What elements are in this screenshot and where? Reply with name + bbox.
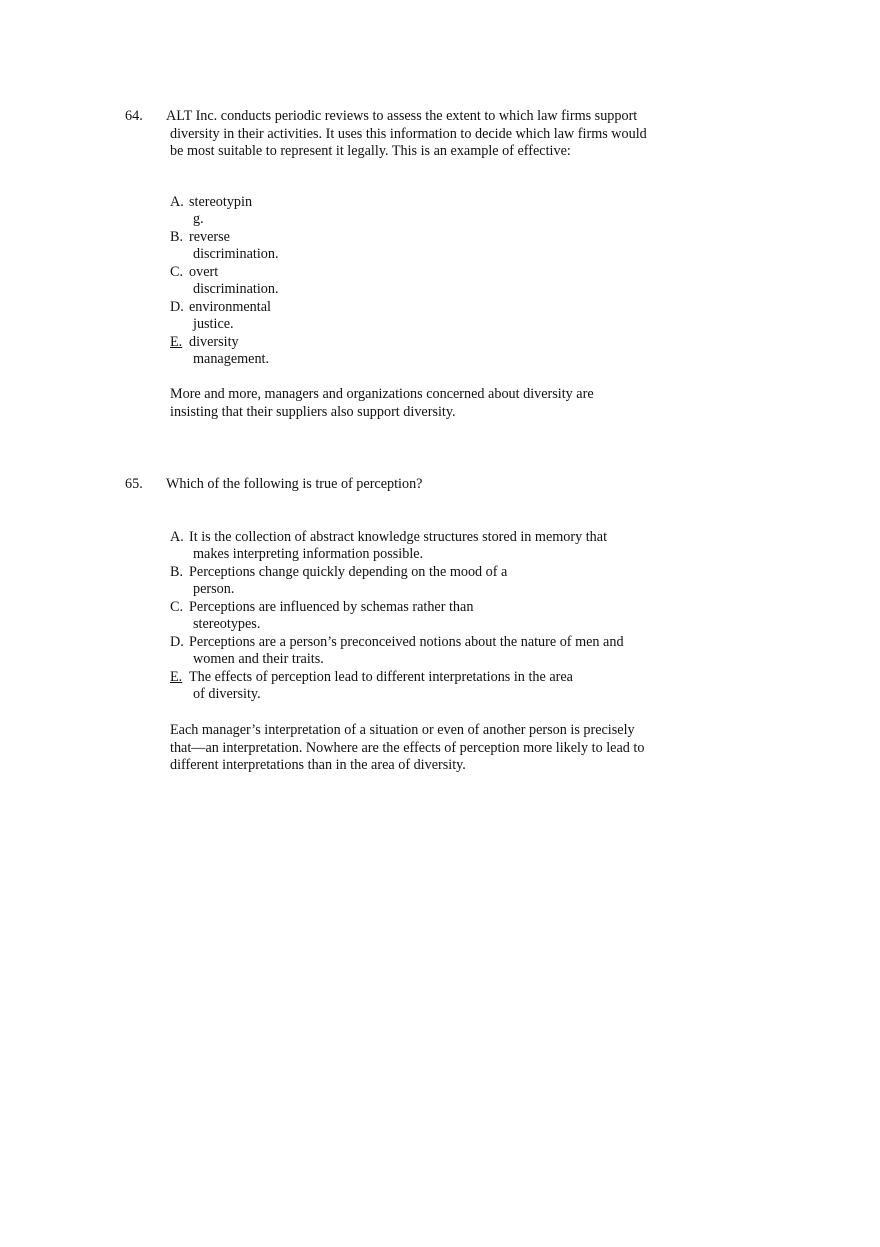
explanation-line: More and more, managers and organizations concerned about diversity are — [170, 386, 594, 402]
question-number: 65. — [125, 476, 143, 492]
option-text: diversity — [189, 334, 239, 350]
answer-option-c — [170, 599, 624, 633]
answer-option-e — [170, 669, 624, 703]
option-letter: B. — [170, 229, 184, 245]
option-letter-correct: E. — [170, 334, 183, 350]
explanation-line: different interpretations than in the area of diversity. — [170, 757, 466, 773]
answer-option-d — [170, 634, 624, 668]
option-text: stereotypes. — [193, 616, 261, 632]
answer-option-e — [170, 334, 279, 368]
option-text: person. — [193, 581, 235, 597]
option-text: of diversity. — [193, 686, 261, 702]
answer-explanation — [170, 722, 690, 775]
answer-options — [170, 529, 624, 704]
explanation-line: Each manager’s interpretation of a situation or even of another person is precisely — [170, 722, 635, 738]
option-letter: C. — [170, 599, 184, 615]
option-text: reverse — [189, 229, 230, 245]
option-text: It is the collection of abstract knowledge structures stored in memory that — [189, 529, 608, 545]
answer-option-a — [170, 194, 279, 228]
answer-option-b — [170, 229, 279, 263]
option-text: women and their traits. — [193, 651, 324, 667]
answer-option-d — [170, 299, 279, 333]
question-stem — [125, 108, 685, 161]
answer-option-a — [170, 529, 624, 563]
question-line: ALT Inc. conducts periodic reviews to assess the extent to which law firms support — [166, 108, 638, 124]
option-letter: D. — [170, 299, 184, 315]
question-line: be most suitable to represent it legally. This is an example of effective: — [170, 143, 571, 159]
answer-explanation — [170, 386, 690, 421]
answer-option-c — [170, 264, 279, 298]
option-text: The effects of perception lead to different interpretations in the area — [189, 669, 573, 685]
question-stem — [125, 476, 685, 494]
answer-options — [170, 194, 279, 369]
option-letter: A. — [170, 194, 184, 210]
option-text: environmental — [189, 299, 271, 315]
option-letter: B. — [170, 564, 184, 580]
question-number: 64. — [125, 108, 143, 124]
option-text: Perceptions are a person’s preconceived notions about the nature of men and — [189, 634, 624, 650]
option-text: management. — [193, 351, 270, 367]
explanation-line: insisting that their suppliers also support diversity. — [170, 403, 456, 420]
question-text — [125, 476, 685, 494]
option-text: stereotypin — [189, 194, 253, 210]
option-text: discrimination. — [193, 246, 279, 262]
option-letter-correct: E. — [170, 669, 183, 685]
option-letter: A. — [170, 529, 184, 545]
option-letter: C. — [170, 264, 184, 280]
option-text: makes interpreting information possible. — [193, 546, 424, 562]
question-line: Which of the following is true of perception? — [166, 476, 423, 492]
option-text: justice. — [193, 316, 234, 332]
option-letter: D. — [170, 634, 184, 650]
answer-option-b — [170, 564, 624, 598]
question-text — [125, 108, 685, 161]
option-text: Perceptions are influenced by schemas rather than — [189, 599, 474, 615]
option-text: Perceptions change quickly depending on the mood of a — [189, 564, 508, 580]
question-line: diversity in their activities. It uses this information to decide which law firms would — [170, 125, 647, 142]
option-text: g. — [193, 211, 204, 227]
explanation-line: that—an interpretation. Nowhere are the effects of perception more likely to lead to — [170, 739, 645, 756]
option-text: discrimination. — [193, 281, 279, 297]
option-text: overt — [189, 264, 219, 280]
